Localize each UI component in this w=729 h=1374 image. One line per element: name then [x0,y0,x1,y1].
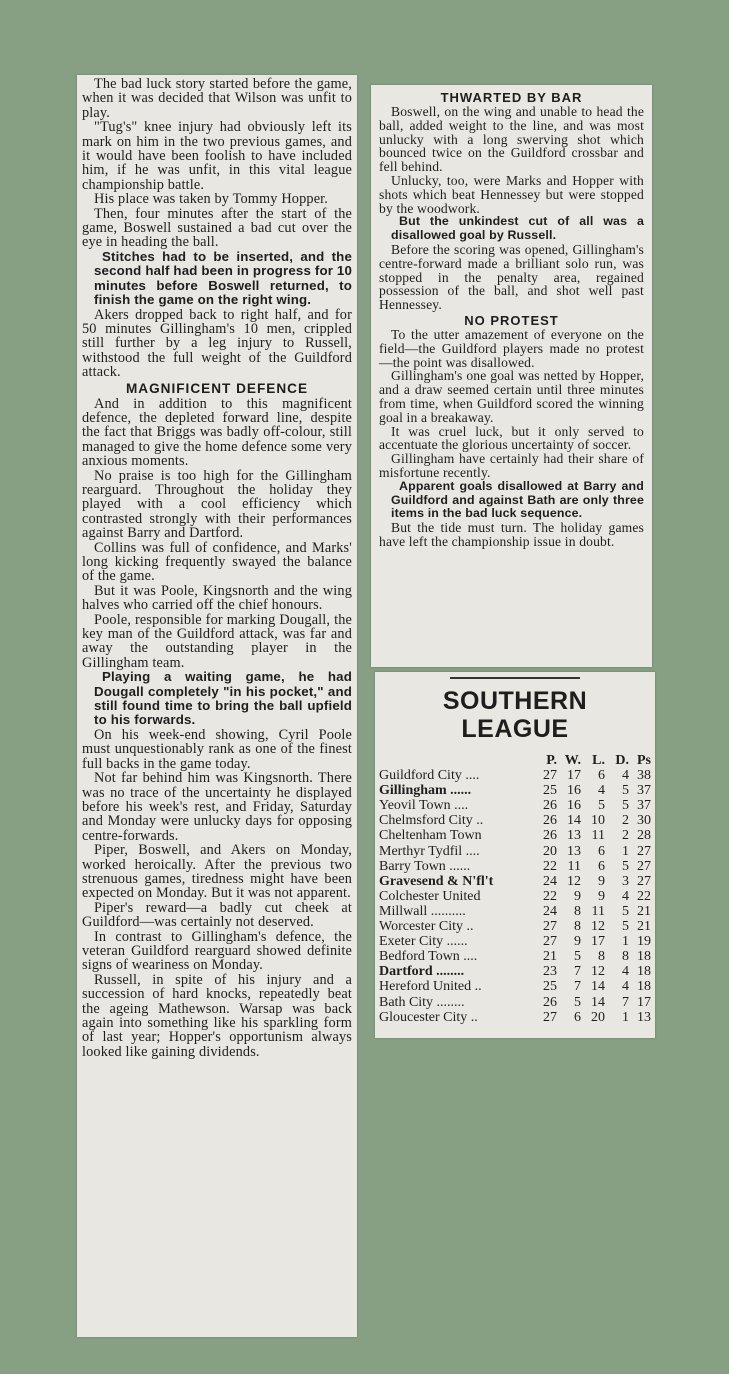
cell-points: 37 [637,783,651,799]
cell-played: 24 [543,903,557,919]
cell-drawn: 1 [622,1009,629,1025]
paragraph: Not far behind him was Kingsnorth. There was no trace of the uncertainty he displayed before his week's rest, and Friday, Saturday and Monday were unlucky days for opposing centre-forwards. [82,770,352,844]
cell-points: 18 [637,979,651,995]
table-row [379,995,651,1010]
section-heading: MAGNIFICENT DEFENCE [125,380,309,396]
header-lost: L. [592,753,605,768]
cell-team: Bedford Town .... [379,949,478,965]
cell-points: 18 [637,949,651,965]
table-row [379,1010,651,1025]
table-row [379,889,651,904]
cell-points: 21 [637,919,651,935]
cell-team: Bath City ........ [379,994,465,1010]
cell-won: 17 [567,768,581,784]
paragraph: Stitches had to be inserted, and the second half had been in progress for 10 minutes before Boswell returned, to finish the game on the right wing. [94,248,352,308]
cell-lost: 6 [598,843,605,859]
cell-won: 8 [574,919,581,935]
paragraph: "Tug's" knee injury had obviously left its mark on him in the two previous games, and it would have been foolish to have included him, if he was unfit, in this vital league championship battle. [82,119,352,193]
section-heading: NO PROTEST [464,312,559,328]
paragraph: But it was Poole, Kingsnorth and the wing halves who carried off the chief honours. [82,582,352,614]
cell-played: 23 [543,964,557,980]
cell-drawn: 4 [622,964,629,980]
table-row [379,904,651,919]
table-row [379,964,651,979]
cell-played: 27 [543,919,557,935]
cell-won: 16 [567,783,581,799]
cell-drawn: 2 [622,828,629,844]
cell-lost: 5 [598,798,605,814]
cell-played: 25 [543,979,557,995]
cell-lost: 9 [598,873,605,889]
paragraph: To the utter amazement of everyone on the field—the Guildford players made no protest—the point was disallowed. [379,326,644,370]
cell-points: 27 [637,858,651,874]
table-row [379,844,651,859]
cell-team: Colchester United [379,888,481,904]
cell-drawn: 5 [622,919,629,935]
cell-lost: 14 [591,994,605,1010]
cell-points: 27 [637,843,651,859]
paragraph: Collins was full of confidence, and Marks' long kicking frequently swayed the balance of the game. [82,539,352,585]
cell-team: Millwall .......... [379,903,466,919]
cell-points: 30 [637,813,651,829]
cell-played: 27 [543,934,557,950]
paragraph: But the unkindest cut of all was a disallowed goal by Russell. [391,214,644,243]
cell-played: 27 [543,1009,557,1025]
table-row [379,934,651,949]
cell-drawn: 4 [622,979,629,995]
paragraph: And in addition to this magnificent defence, the depleted forward line, despite the fact that Briggs was badly off-colour, still managed to give the home defence some very anxious moments. [82,395,352,470]
cell-points: 27 [637,873,651,889]
table-row [379,783,651,798]
cell-points: 18 [637,964,651,980]
cell-lost: 12 [591,964,605,980]
cell-drawn: 5 [622,783,629,799]
paragraph: Unlucky, too, were Marks and Hopper with shots which beat Hennessey but were stopped by the woodwork. [379,172,644,216]
paragraph: No praise is too high for the Gillingham rearguard. Throughout the holiday they played with a cool efficiency which contrasted strongly with their performances against Barry and Dartford. [82,467,352,542]
cell-won: 5 [574,949,581,965]
paragraph: Then, four minutes after the start of the game, Boswell sustained a bad cut over the eye in heading the ball. [82,205,352,251]
cell-drawn: 5 [622,858,629,874]
cell-won: 8 [574,903,581,919]
cell-team: Gillingham ...... [379,783,472,799]
table-row [379,874,651,889]
cell-won: 7 [574,964,581,980]
cell-played: 27 [543,768,557,784]
cell-lost: 17 [591,934,605,950]
table-row [379,828,651,843]
paragraph: Boswell, on the wing and unable to head the ball, added weight to the line, and was most unlucky with a long swerving shot which bounced twice on the Guildford crossbar and fell behind. [379,104,644,175]
league-title [379,687,651,743]
cell-lost: 9 [598,888,605,904]
cell-played: 25 [543,783,557,799]
top-rule [450,677,580,679]
left-column-clipping [77,75,357,1337]
cell-drawn: 7 [622,994,629,1010]
cell-won: 7 [574,979,581,995]
league-title-line1: SOUTHERN [442,687,588,715]
cell-played: 20 [543,843,557,859]
cell-drawn: 4 [622,768,629,784]
paragraph: Akers dropped back to right half, and for 50 minutes Gillingham's 10 men, crippled still further by a leg injury to Russell, withstood the full weight of the Guildford attack. [82,306,352,381]
paragraph: Russell, in spite of his injury and a succession of hard knocks, repeatedly beat the ageing Mathewson. Warsap was back again into something like his sparkling form of last year; Hopper's opportunism always looked like gaining dividends. [82,971,352,1060]
cell-points: 21 [637,903,651,919]
paragraph: Gillingham have certainly had their share of misfortune recently. [379,451,644,480]
cell-lost: 11 [591,828,605,844]
cell-team: Chelmsford City .. [379,813,484,829]
paragraph: In contrast to Gillingham's defence, the veteran Guildford rearguard showed definite signs of weariness on Monday. [82,928,352,974]
cell-won: 6 [574,1009,581,1025]
cell-lost: 6 [598,768,605,784]
section-heading: THWARTED BY BAR [440,90,583,105]
cell-won: 16 [567,798,581,814]
paragraph: Playing a waiting game, he had Dougall completely "in his pocket," and still found time to bring the ball upfield to his forwards. [94,669,352,728]
cell-won: 11 [567,858,581,874]
cell-played: 24 [543,873,557,889]
cell-lost: 14 [591,979,605,995]
cell-points: 38 [637,768,651,784]
paragraph: It was cruel luck, but it only served to accentuate the glorious uncertainty of soccer. [379,423,644,453]
paragraph: Gillingham's one goal was netted by Hopper, and a draw seemed certain until three minutes from time, when Guildford scored the winning goal in a breakaway. [379,368,644,425]
cell-lost: 20 [591,1009,605,1025]
cell-team: Yeovil Town .... [379,798,469,814]
cell-team: Hereford United .. [379,979,482,995]
cell-team: Dartford ........ [379,964,465,980]
cell-played: 26 [543,813,557,829]
cell-played: 26 [543,994,557,1010]
cell-drawn: 1 [622,843,629,859]
table-row [379,798,651,813]
cell-won: 9 [574,888,581,904]
header-drawn: D. [615,753,629,768]
cell-won: 14 [567,813,581,829]
cell-won: 9 [574,934,581,950]
cell-team: Merthyr Tydfil .... [379,843,480,859]
league-table-clipping [375,672,655,1038]
cell-points: 37 [637,798,651,814]
table-row [379,768,651,783]
cell-points: 19 [637,934,651,950]
table-row [379,919,651,934]
cell-drawn: 2 [622,813,629,829]
cell-drawn: 3 [622,873,629,889]
cell-won: 13 [567,843,581,859]
header-points: Ps [637,753,651,768]
table-row [379,949,651,964]
paragraph: His place was taken by Tommy Hopper. [94,191,329,208]
cell-lost: 6 [598,858,605,874]
cell-team: Gravesend & N'fl't [379,873,494,889]
header-played: P. [546,753,557,768]
paragraph: On his week-end showing, Cyril Poole must unquestionably rank as one of the finest full backs in the game today. [82,726,352,772]
paragraph: Poole, responsible for marking Dougall, the key man of the Guildford attack, was far and away the outstanding player in the Gillingham team. [82,611,352,671]
table-row [379,859,651,874]
cell-drawn: 8 [622,949,629,965]
cell-team: Worcester City .. [379,919,474,935]
cell-team: Gloucester City .. [379,1009,478,1025]
league-table [379,753,651,1025]
cell-team: Guildford City .... [379,768,480,784]
cell-drawn: 1 [622,934,629,950]
cell-lost: 8 [598,949,605,965]
cell-drawn: 4 [622,888,629,904]
cell-drawn: 5 [622,798,629,814]
cell-played: 26 [543,798,557,814]
paragraph: Apparent goals disallowed at Barry and Guildford and against Bath are only three items in the bad luck sequence. [391,478,644,521]
table-row [379,979,651,994]
cell-lost: 11 [591,903,605,919]
cell-lost: 10 [591,813,605,829]
cell-played: 21 [543,949,557,965]
cell-lost: 12 [591,919,605,935]
cell-played: 22 [543,888,557,904]
league-title-line2: LEAGUE [461,715,569,743]
cell-team: Exeter City ...... [379,934,468,950]
paragraph: Piper's reward—a badly cut cheek at Guildford—was certainly not deserved. [82,899,352,931]
paragraph: Piper, Boswell, and Akers on Monday, worked heroically. After the previous two strenuous games, tiredness might have been expected on Monday. But it was not apparent. [82,842,352,902]
cell-played: 22 [543,858,557,874]
paragraph: But the tide must turn. The holiday games have left the championship issue in doubt. [379,520,644,549]
cell-lost: 4 [598,783,605,799]
cell-team: Cheltenham Town [379,828,482,844]
cell-won: 13 [567,828,581,844]
cell-won: 5 [574,994,581,1010]
header-won: W. [564,753,581,768]
cell-points: 17 [637,994,651,1010]
paragraph: Before the scoring was opened, Gillingham's centre-forward made a brilliant solo run, was stopped in the penalty area, regained possession of the ball, and shot well past Hennessey. [379,241,644,313]
table-row [379,813,651,828]
paragraph: The bad luck story started before the game, when it was decided that Wilson was unfit to play. [82,76,352,121]
cell-points: 28 [637,828,651,844]
cell-team: Barry Town ...... [379,858,471,874]
cell-won: 12 [567,873,581,889]
cell-points: 13 [637,1009,651,1025]
league-table-header [379,753,651,768]
league-table-body [379,768,651,1025]
cell-points: 22 [637,888,651,904]
cell-drawn: 5 [622,903,629,919]
cell-played: 26 [543,828,557,844]
header-team [379,753,531,768]
right-column-clipping [371,85,652,667]
